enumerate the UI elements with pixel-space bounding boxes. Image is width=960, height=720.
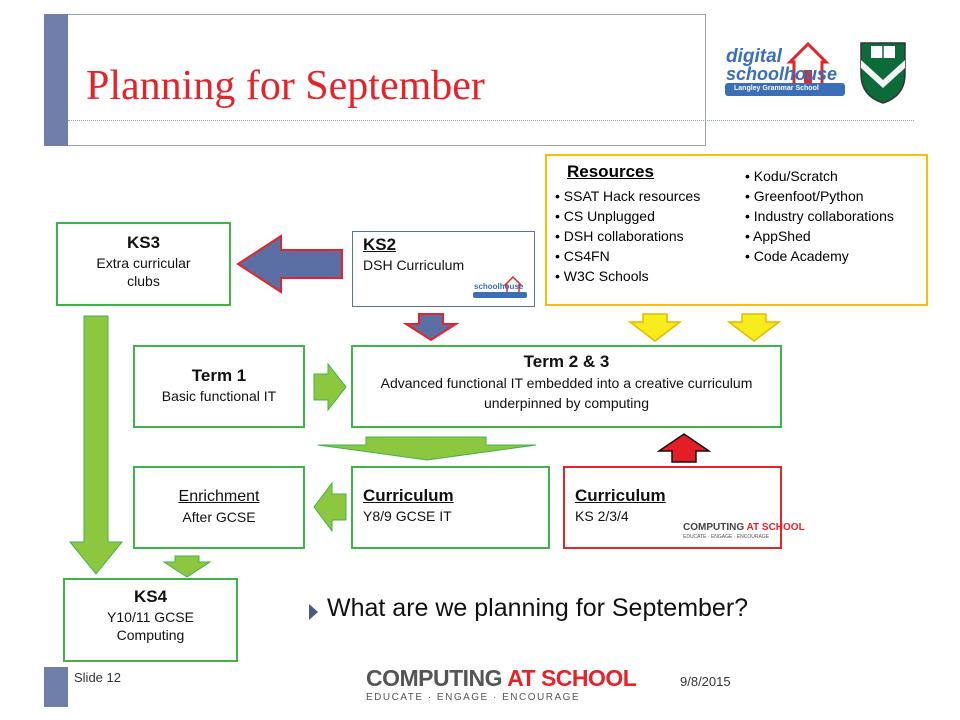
dsh-logo-subtitle: Langley Grammar School [734,85,819,92]
dsh-logo-word1: digital [726,46,782,67]
enrichment-to-ks4-arrow [164,556,210,577]
curriculum-to-enrichment-arrow [314,483,346,531]
term23-title: Term 2 & 3 [523,352,610,371]
ks3-title: KS3 [126,233,161,252]
resources-heading: Resources [567,162,654,181]
curriculum-gcse-body: Y8/9 GCSE IT [363,508,452,524]
ks2-to-ks3-arrow [238,236,342,292]
ks3-to-ks4-arrow [70,316,122,574]
resource-item: • Code Academy [745,248,849,264]
question-text: What are we planning for September? [327,594,749,622]
slide-number: Slide 12 [74,670,121,685]
footer-accent-bar [44,667,68,707]
term23-down-arrow [318,437,536,460]
curriculum-ks-body: KS 2/3/4 [575,508,629,524]
curriculum-gcse-title: Curriculum [363,486,454,505]
resource-item: • W3C Schools [555,268,649,284]
ks3-body: Extra curricular clubs [96,255,191,289]
ks2-title: KS2 [363,235,397,254]
cas-small-main: COMPUTING AT SCHOOL [683,522,805,533]
ks2-body: DSH Curriculum [363,257,465,273]
term1-title: Term 1 [191,366,247,385]
resources-arrow-1 [630,314,680,341]
resource-item: • DSH collaborations [555,228,684,244]
cas-logo-main: COMPUTING AT SCHOOL [366,665,637,691]
resources-arrow-2 [729,314,779,341]
page-title: Planning for September [86,63,485,109]
dsh-logo-word2: schoolhouse [726,64,838,84]
cas-logo-tagline: EDUCATE · ENGAGE · ENCOURAGE [366,692,581,703]
enrichment-body: After GCSE [182,509,256,525]
ks4-body-2: Computing [116,627,185,643]
curriculum-ks-title: Curriculum [575,486,666,505]
cas-small-tagline: EDUCATE · ENGAGE · ENCOURAGE [683,534,770,540]
resource-item: • CS Unplugged [555,208,655,224]
svg-text:schoolhouse: schoolhouse [474,282,524,291]
resource-item: • Greenfoot/Python [745,188,864,204]
resource-item: • SSAT Hack resources [555,188,701,204]
slide-date: 9/8/2015 [680,674,731,689]
term23-body: Advanced functional IT embedded into a creative curriculum underpinned by computing [380,375,753,411]
enrichment-title: Enrichment [178,488,260,505]
resource-item: • Kodu/Scratch [745,168,838,184]
computing-at-school-logo [366,665,637,709]
resource-item: • CS4FN [555,248,610,264]
term1-body: Basic functional IT [161,388,277,404]
ks4-title: KS4 [133,587,168,606]
term1-to-term23-arrow [314,364,346,410]
ks2-down-arrow [406,314,456,340]
resource-item: • AppShed [745,228,811,244]
resource-item: • Industry collaborations [745,208,894,224]
ks4-body-1: Y10/11 GCSE [107,609,194,625]
curriculum-up-arrow [659,434,709,462]
question-bullet-icon [309,604,318,620]
